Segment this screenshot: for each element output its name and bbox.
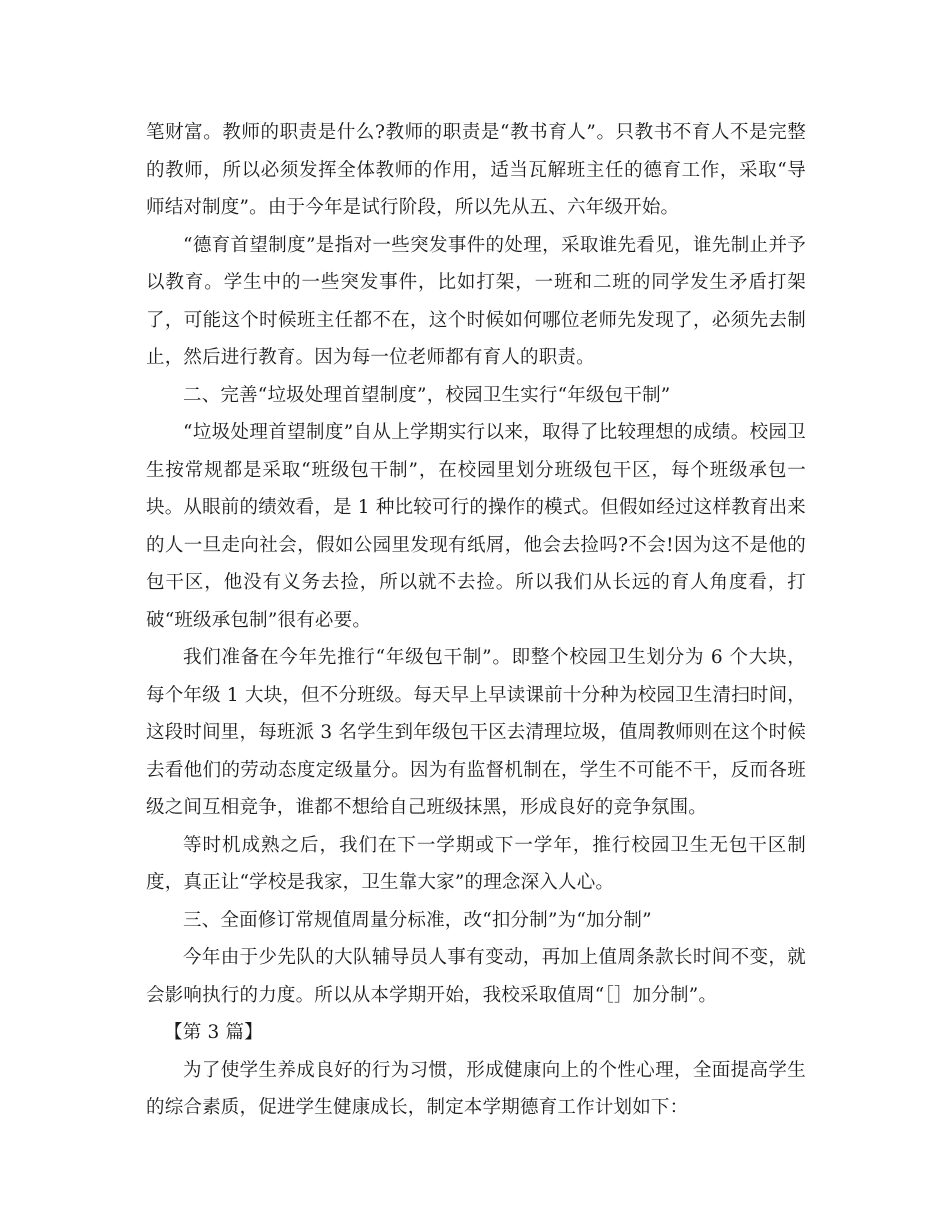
section-heading: 二、完善“垃圾处理首望制度”，校园卫生实行“年级包干制”: [183, 384, 671, 406]
document-body: [146, 114, 806, 1127]
body-paragraph: “德育首望制度”是指对一些突发事件的处理，采取谁先看见，谁先制止并予以教育。学生中的一些突发事件，比如打架，一班和二班的同学发生矛盾打架了，可能这个时候班主任都不在，这个时候如何哪位老师先发现了，必须先去制止，然后进行教育。因为每一位老师都有育人的职责。: [146, 234, 806, 368]
body-paragraph: 今年由于少先队的大队辅导员人事有变动，再加上值周条款长时间不变，就会影响执行的力度。所以从本学期开始，我校采取值周“［］加分制”。: [146, 947, 806, 1006]
body-paragraph: 为了使学生养成良好的行为习惯，形成健康向上的个性心理，全面提高学生的综合素质，促进学生健康成长，制定本学期德育工作计划如下：: [146, 1059, 806, 1118]
body-paragraph: 我们准备在今年先推行“年级包干制”。即整个校园卫生划分为 6 个大块，每个年级 1 大块，但不分班级。每天早上早读课前十分种为校园卫生清扫时间，这段时间里，每班派 3 名学生到年级包干区去清理垃圾，值周教师则在这个时候去看他们的劳动态度定级量分。因为有监督机制在，学生不可能不干，反而各班级之间互相竞争，谁都不想给自己班级抹黑，形成良好的竞争氛围。: [146, 647, 806, 818]
body-paragraph: 笔财富。教师的职责是什么?教师的职责是“教书育人”。只教书不育人不是完整的教师，所以必须发挥全体教师的作用，适当瓦解班主任的德育工作，采取“导师结对制度”。由于今年是试行阶段，所以先从五、六年级开始。: [146, 122, 806, 218]
body-paragraph: 等时机成熟之后，我们在下一学期或下一学年，推行校园卫生无包干区制度，真正让“学校是我家，卫生靠大家”的理念深入人心。: [146, 834, 806, 893]
section-heading: 三、全面修订常规值周量分标准，改“扣分制”为“加分制”: [183, 909, 652, 931]
part-heading: 【第 3 篇】: [164, 1022, 263, 1043]
body-paragraph: “垃圾处理首望制度”自从上学期实行以来，取得了比较理想的成绩。校园卫生按常规都是采取“班级包干制”，在校园里划分班级包干区，每个班级承包一块。从眼前的绩效看，是 1 种比较可行的操作的模式。但假如经过这样教育出来的人一旦走向社会，假如公园里发现有纸屑，他会去捡吗?不会!因为这不是他的包干区，他没有义务去捡，所以就不去捡。所以我们从长远的育人角度看，打破“班级承包制”很有必要。: [146, 422, 806, 631]
